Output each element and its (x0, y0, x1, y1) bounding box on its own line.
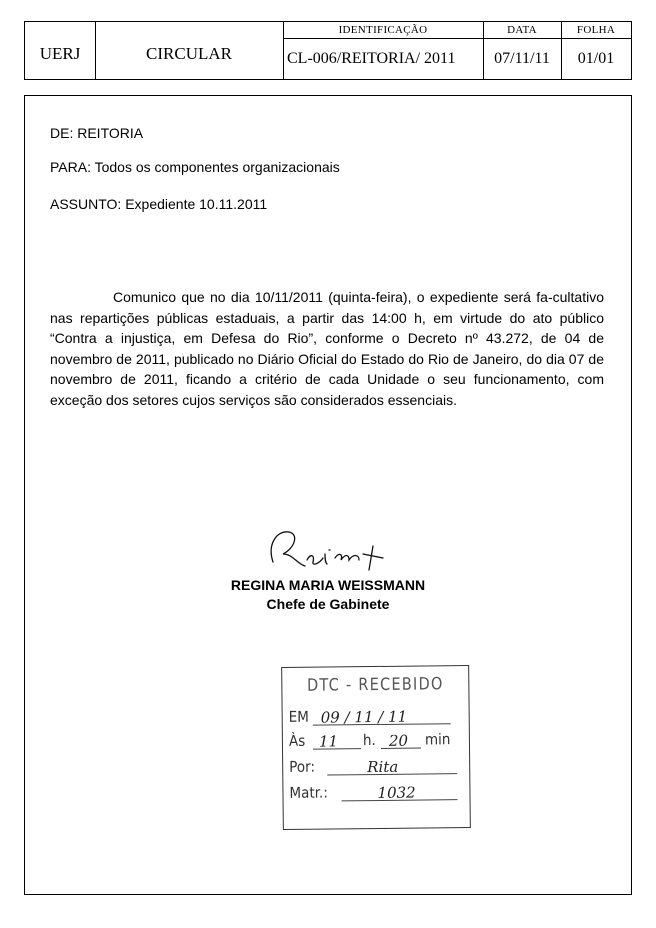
document-body (24, 95, 632, 895)
stamp-min-value: 20 (388, 731, 409, 750)
identification-value: CL-006/REITORIA/ 2011 (287, 50, 456, 67)
sheet-value: 01/01 (577, 50, 615, 67)
stamp-hour-value: 11 (318, 732, 339, 751)
org-cell: UERJ (39, 43, 81, 63)
date-value: 07/11/11 (494, 50, 550, 67)
memo-to: PARA: Todos os componentes organizacionais (50, 159, 340, 175)
doc-type-cell: CIRCULAR (146, 43, 232, 63)
stamp-h-label: h. (362, 731, 376, 750)
received-stamp (281, 665, 471, 830)
stamp-as-label: Às (288, 731, 306, 750)
stamp-date-row (289, 702, 461, 728)
signature-scribble-icon (255, 524, 405, 574)
identification-label: IDENTIFICAÇÃO (338, 24, 428, 36)
body-paragraph (50, 287, 604, 410)
signatory-role: Chefe de Gabinete (266, 596, 390, 612)
signatory-name: REGINA MARIA WEISSMANN (230, 577, 426, 593)
date-label: DATA (507, 24, 537, 36)
memo-from: DE: REITORIA (50, 125, 144, 141)
stamp-por-label: Por: (289, 757, 316, 776)
stamp-time-row (289, 726, 461, 752)
body-paragraph-text: Comunico que no dia 10/11/2011 (quinta-feira), o expediente será fa-cultativo nas repartições públicas estaduais, a partir das 14:00 h, em virtude do ato público “Contra a injustiça, em Defesa do Rio”, conforme o Decreto nº 43.272, de 04 de novembro de 2011, publicado no Diário Oficial do Estado do Rio de Janeiro, do dia 07 de novembro de 2011, ficando a critério de cada Unidade o seu funcionamento, com exceção dos setores cujos serviços são considerados essenciais. (50, 289, 604, 408)
memo-subject: ASSUNTO: Expediente 10.11.2011 (50, 196, 268, 212)
stamp-matr-label: Matr.: (289, 783, 328, 802)
stamp-min-label: min (424, 730, 451, 749)
sheet-label: FOLHA (576, 24, 616, 36)
stamp-registration-value: 1032 (377, 783, 416, 802)
stamp-em-label: EM (288, 707, 309, 726)
stamp-by-row (289, 752, 461, 778)
document-header-table (24, 21, 632, 80)
stamp-title: DTC - RECEBIDO (306, 674, 444, 696)
stamp-registration-row (289, 778, 461, 804)
stamp-date-value: 09 / 11 / 11 (320, 707, 408, 727)
stamp-by-value: Rita (367, 757, 399, 777)
